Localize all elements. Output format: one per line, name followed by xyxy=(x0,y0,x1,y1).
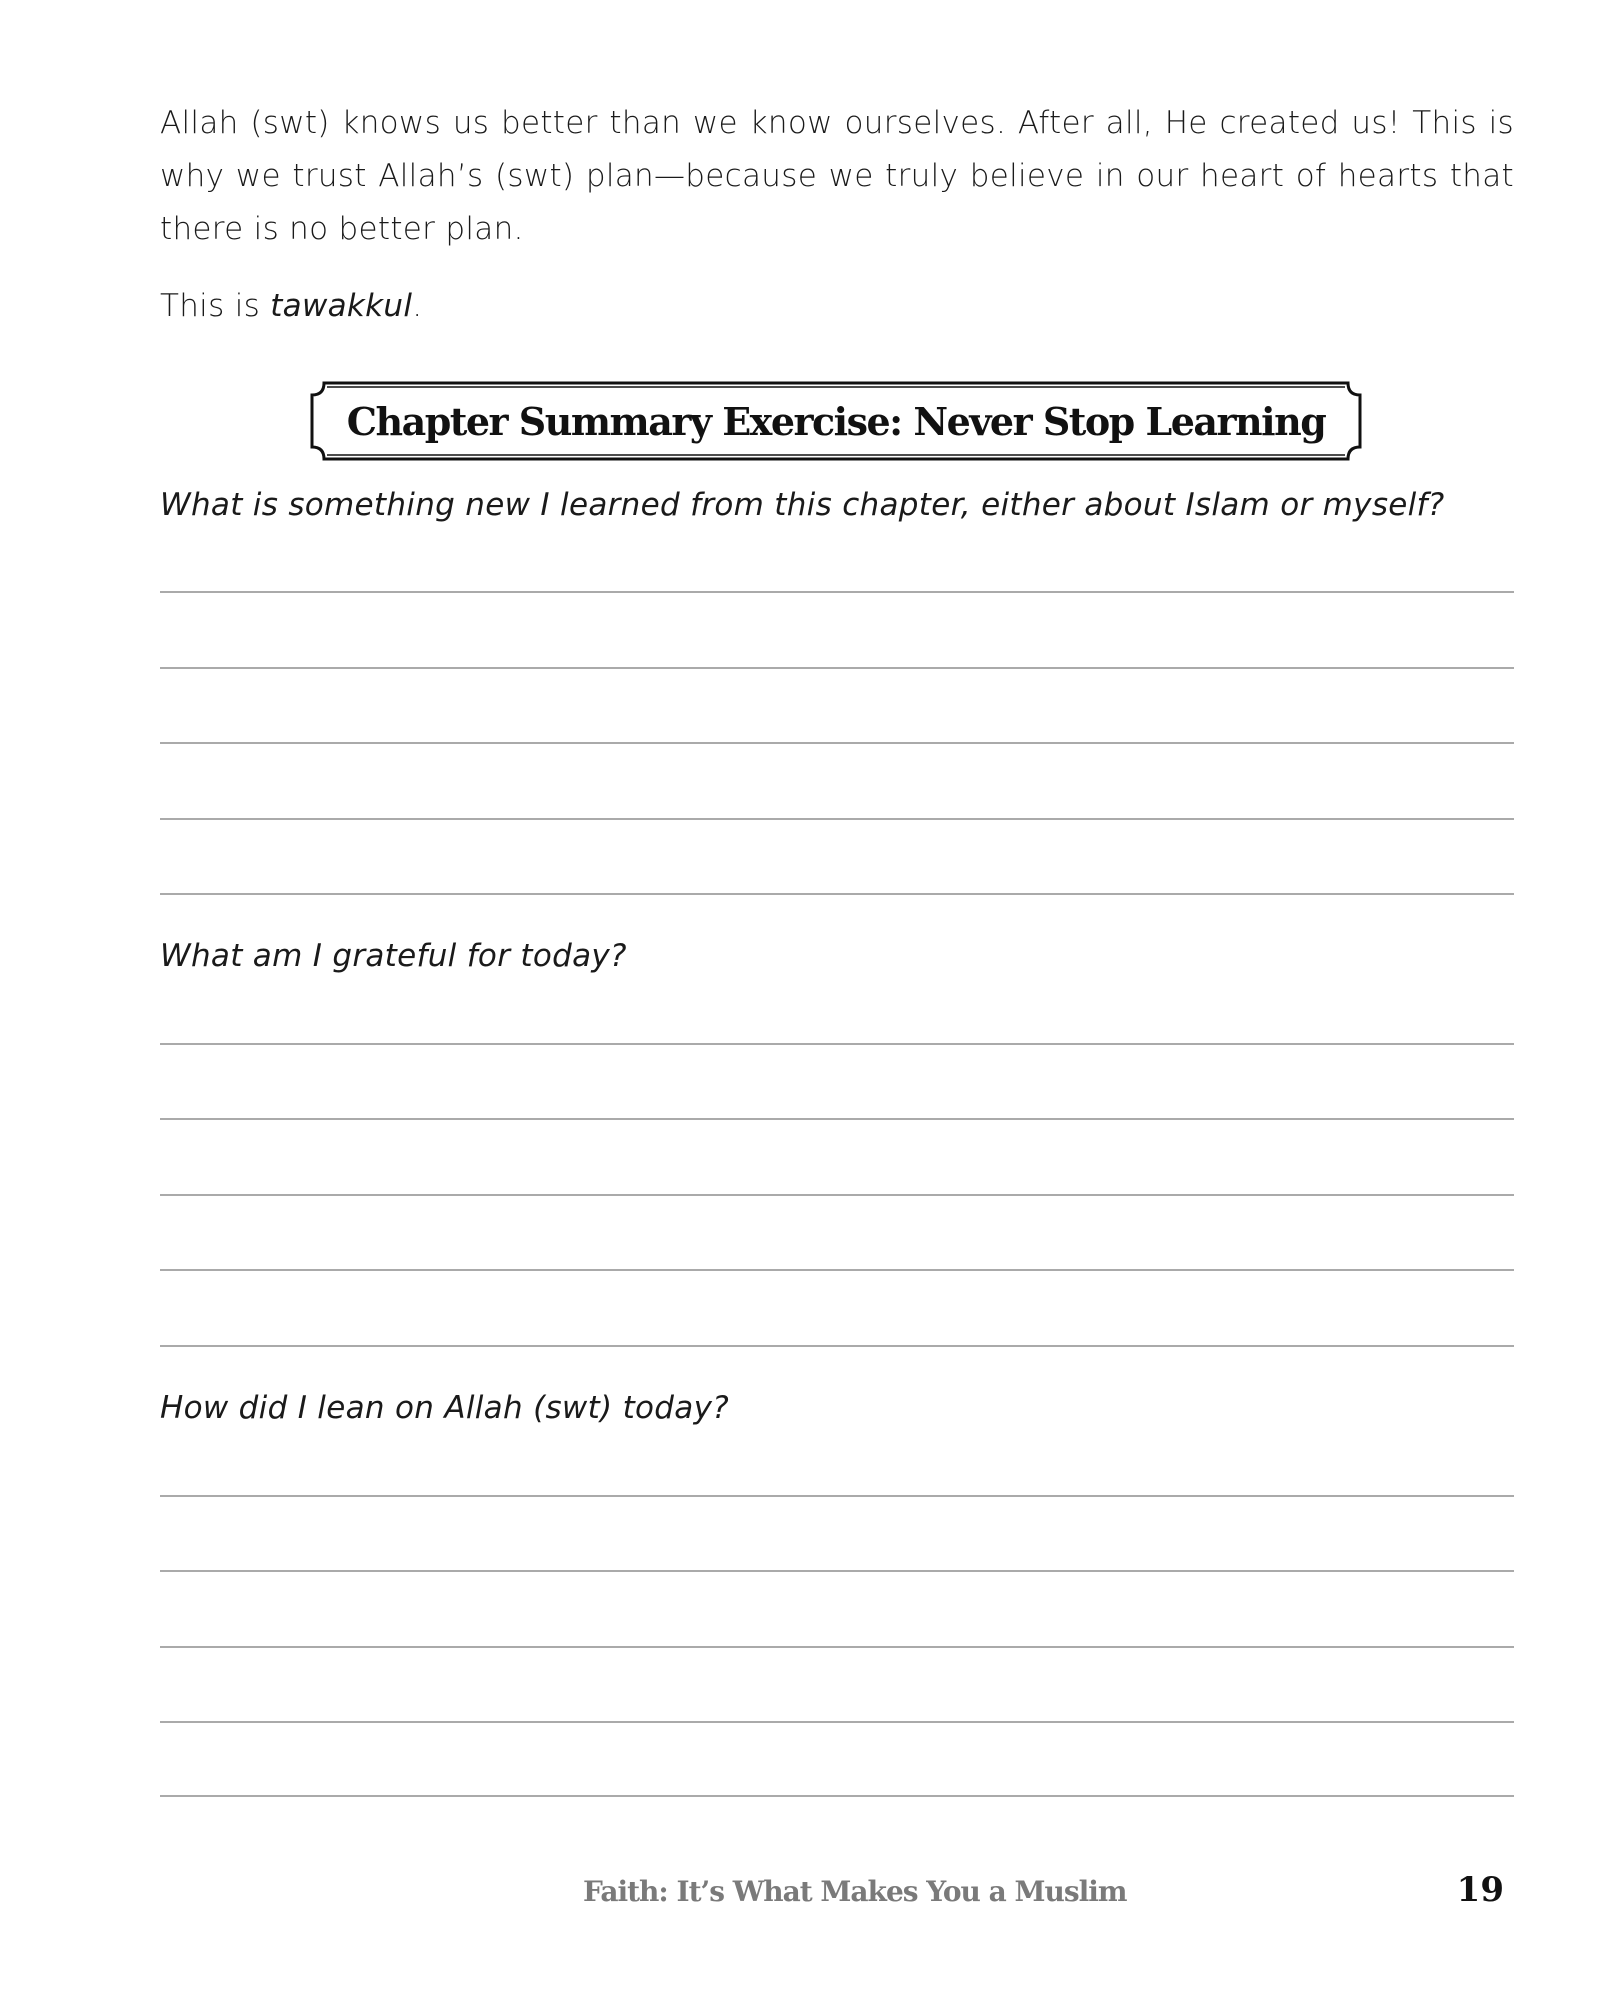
answer-line[interactable] xyxy=(160,591,1514,593)
exercise-title-banner xyxy=(310,381,1362,461)
answer-line[interactable] xyxy=(160,1646,1514,1648)
question-3: How did I lean on Allah (swt) today? xyxy=(160,1390,729,1426)
question-1: What is something new I learned from this chapter, either about Islam or myself? xyxy=(160,487,1445,523)
answer-line[interactable] xyxy=(160,818,1514,820)
answer-line[interactable] xyxy=(160,1269,1514,1271)
question-2: What am I grateful for today? xyxy=(160,938,627,974)
answer-line[interactable] xyxy=(160,1570,1514,1572)
answer-line[interactable] xyxy=(160,1495,1514,1497)
answer-line[interactable] xyxy=(160,1118,1514,1120)
page-number: 19 xyxy=(1456,1870,1504,1910)
answer-line[interactable] xyxy=(160,667,1514,669)
answer-line[interactable] xyxy=(160,1345,1514,1347)
tawakkul-term: tawakkul xyxy=(270,288,413,324)
tawakkul-suffix: . xyxy=(412,288,423,324)
answer-line[interactable] xyxy=(160,1795,1514,1797)
exercise-title: Chapter Summary Exercise: Never Stop Learning xyxy=(346,398,1326,444)
footer-book-title: Faith: It’s What Makes You a Muslim xyxy=(583,1875,1127,1908)
answer-line[interactable] xyxy=(160,1194,1514,1196)
intro-paragraph: Allah (swt) knows us better than we know ourselves. After all, He created us! This is why we trust Allah’s (swt) plan—because we truly believe in our heart of hearts that there is no better plan. xyxy=(160,105,1514,247)
answer-line[interactable] xyxy=(160,742,1514,744)
answer-line[interactable] xyxy=(160,1043,1514,1045)
tawakkul-paragraph xyxy=(160,280,1514,333)
answer-line[interactable] xyxy=(160,893,1514,895)
answer-line[interactable] xyxy=(160,1721,1514,1723)
tawakkul-prefix: This is xyxy=(160,288,271,324)
